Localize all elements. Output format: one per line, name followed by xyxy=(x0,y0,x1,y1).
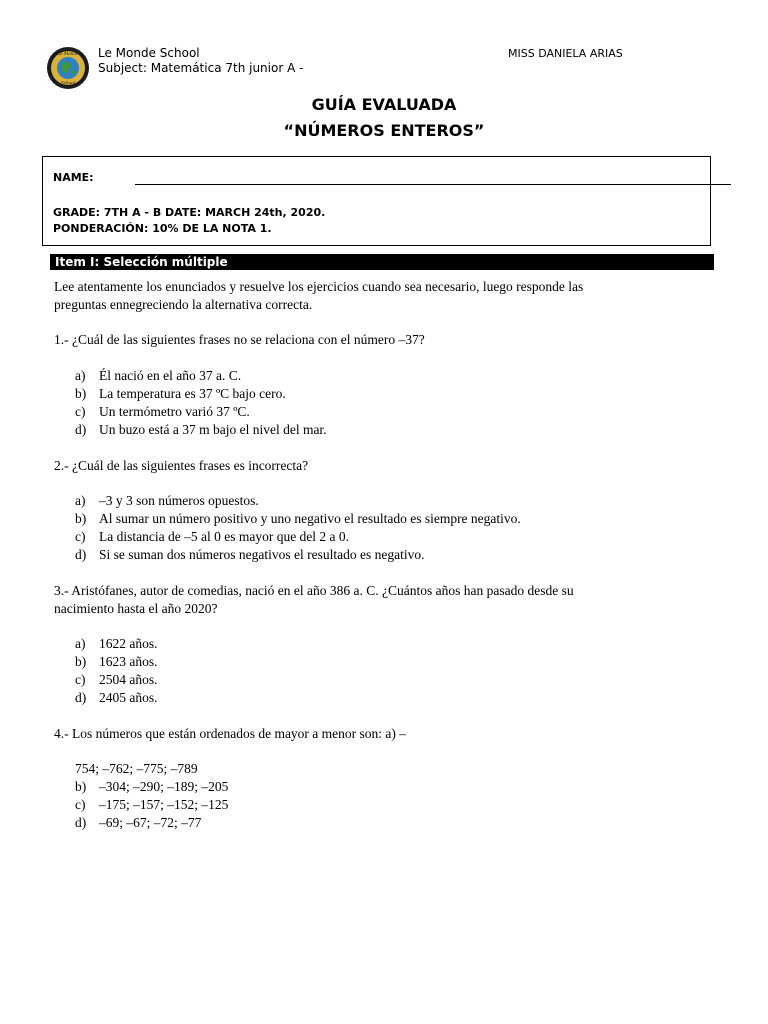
option-4a-continuation[interactable]: 754; –762; –775; –789 xyxy=(75,761,198,776)
subject-line: Subject: Matemática 7th junior A - xyxy=(98,61,304,75)
grade-date: GRADE: 7TH A - B DATE: MARCH 24th, 2020. xyxy=(53,206,326,219)
school-header xyxy=(98,46,303,76)
question-3-line-1: 3.- Aristófanes, autor de comedias, nació en el año 386 a. C. ¿Cuántos años han pasado desde su xyxy=(54,583,574,598)
name-label: NAME: xyxy=(53,171,94,184)
question-1: 1.- ¿Cuál de las siguientes frases no se relaciona con el número –37? xyxy=(54,332,425,347)
ponderacion: PONDERACIÓN: 10% DE LA NOTA 1. xyxy=(53,222,272,235)
question-2: 2.- ¿Cuál de las siguientes frases es incorrecta? xyxy=(54,458,309,473)
svg-text:School: School xyxy=(60,80,76,86)
question-3-line-2: nacimiento hasta el año 2020? xyxy=(54,601,218,616)
student-info-box xyxy=(42,156,711,246)
instructions-line-1: Lee atentamente los enunciados y resuelve los ejercicios cuando sea necesario, luego responde las xyxy=(54,279,584,294)
question-4: 4.- Los números que están ordenados de mayor a menor son: a) – xyxy=(54,726,407,741)
document-subtitle: “NÚMEROS ENTEROS” xyxy=(283,121,485,140)
teacher-name: MISS DANIELA ARIAS xyxy=(508,47,623,60)
item-section-header: Item I: Selección múltiple xyxy=(50,254,714,270)
instructions-line-2: preguntas ennegreciendo la alternativa correcta. xyxy=(54,297,313,312)
document-title: GUÍA EVALUADA xyxy=(311,95,457,114)
svg-text:Le Monde: Le Monde xyxy=(57,51,79,56)
name-field-line[interactable] xyxy=(135,184,731,185)
school-logo xyxy=(46,46,90,90)
school-name: Le Monde School xyxy=(98,46,200,60)
